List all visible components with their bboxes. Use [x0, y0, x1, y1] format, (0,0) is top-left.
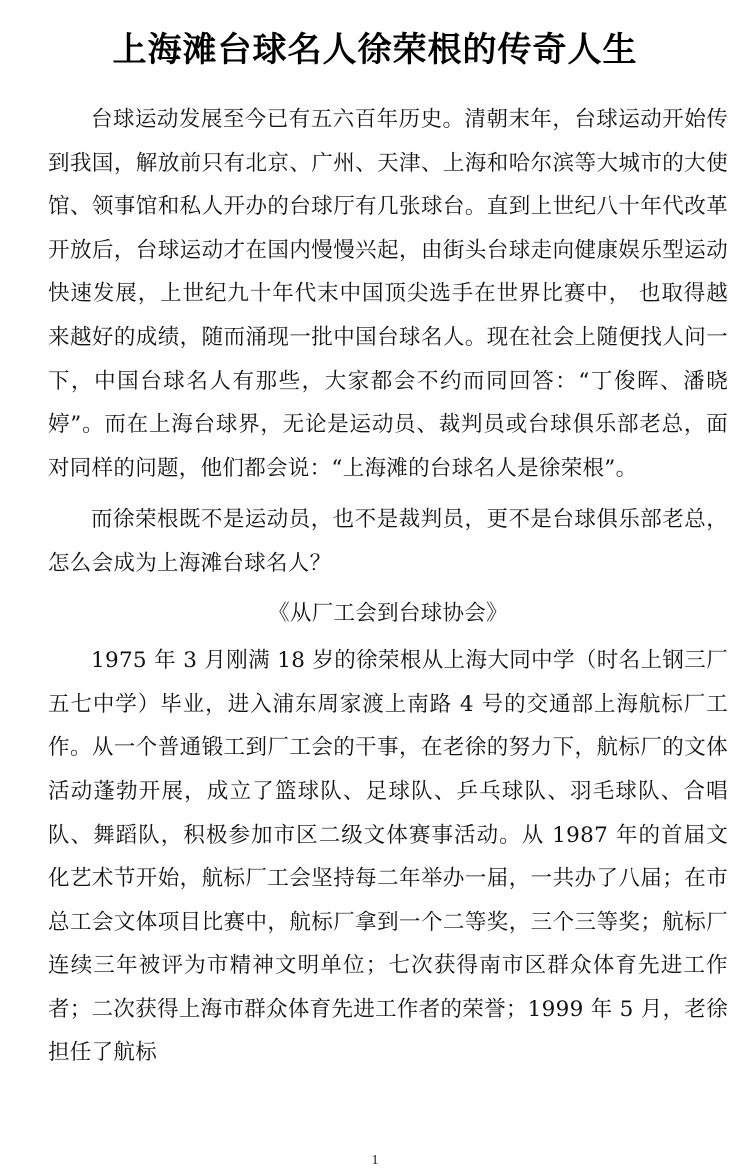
document-body: [48, 98, 728, 1075]
document-title: 上海滩台球名人徐荣根的传奇人生: [112, 30, 638, 70]
paragraph-intro: 台球运动发展至今已有五六百年历史。清朝末年，台球运动开始传到我国，解放前只有北京、广州、天津、上海和哈尔滨等大城市的大使馆、领事馆和私人开办的台球厅有几张球台。直到上世纪八十年代改革开放后，台球运动才在国内慢慢兴起，由街头台球走向健康娱乐型运动快速发展，上世纪九十年代末中国顶尖选手在世界比赛中， 也取得越来越好的成绩，随而涌现一批中国台球名人。现在社会上随便找人问一下，中国台球名人有那些，大家都会不约而同回答：“丁俊晖、潘晓婷”。而在上海台球界，无论是运动员、裁判员或台球俱乐部老总，面对同样的问题，他们都会说：“上海滩的台球名人是徐荣根”。: [48, 107, 728, 481]
page-number: 1: [371, 1153, 379, 1168]
paragraph-biography: 1975 年 3 月刚满 18 岁的徐荣根从上海大同中学（时名上钢三厂五七中学）毕业，进入浦东周家渡上南路 4 号的交通部上海航标厂工作。从一个普通锻工到厂工会的干事，在老徐的努力下，航标厂的文体活动蓬勃开展，成立了篮球队、足球队、乒乓球队、羽毛球队、合唱队、舞蹈队，积极参加市区二级文体赛事活动。从 1987 年的首届文化艺术节开始，航标厂工会坚持每二年举办一届，一共办了八届；在市总工会文体项目比赛中，航标厂拿到一个二等奖，三个三等奖；航标厂连续三年被评为市精神文明单位；七次获得南市区群众体育先进工作者；二次获得上海市群众体育先进工作者的荣誉；1999 年 5 月，老徐担任了航标: [48, 648, 728, 1066]
paragraph-question: 而徐荣根既不是运动员，也不是裁判员，更不是台球俱乐部老总，怎么会成为上海滩台球名人？: [48, 507, 728, 576]
section-heading: 《从厂工会到台球协会》: [268, 600, 508, 626]
